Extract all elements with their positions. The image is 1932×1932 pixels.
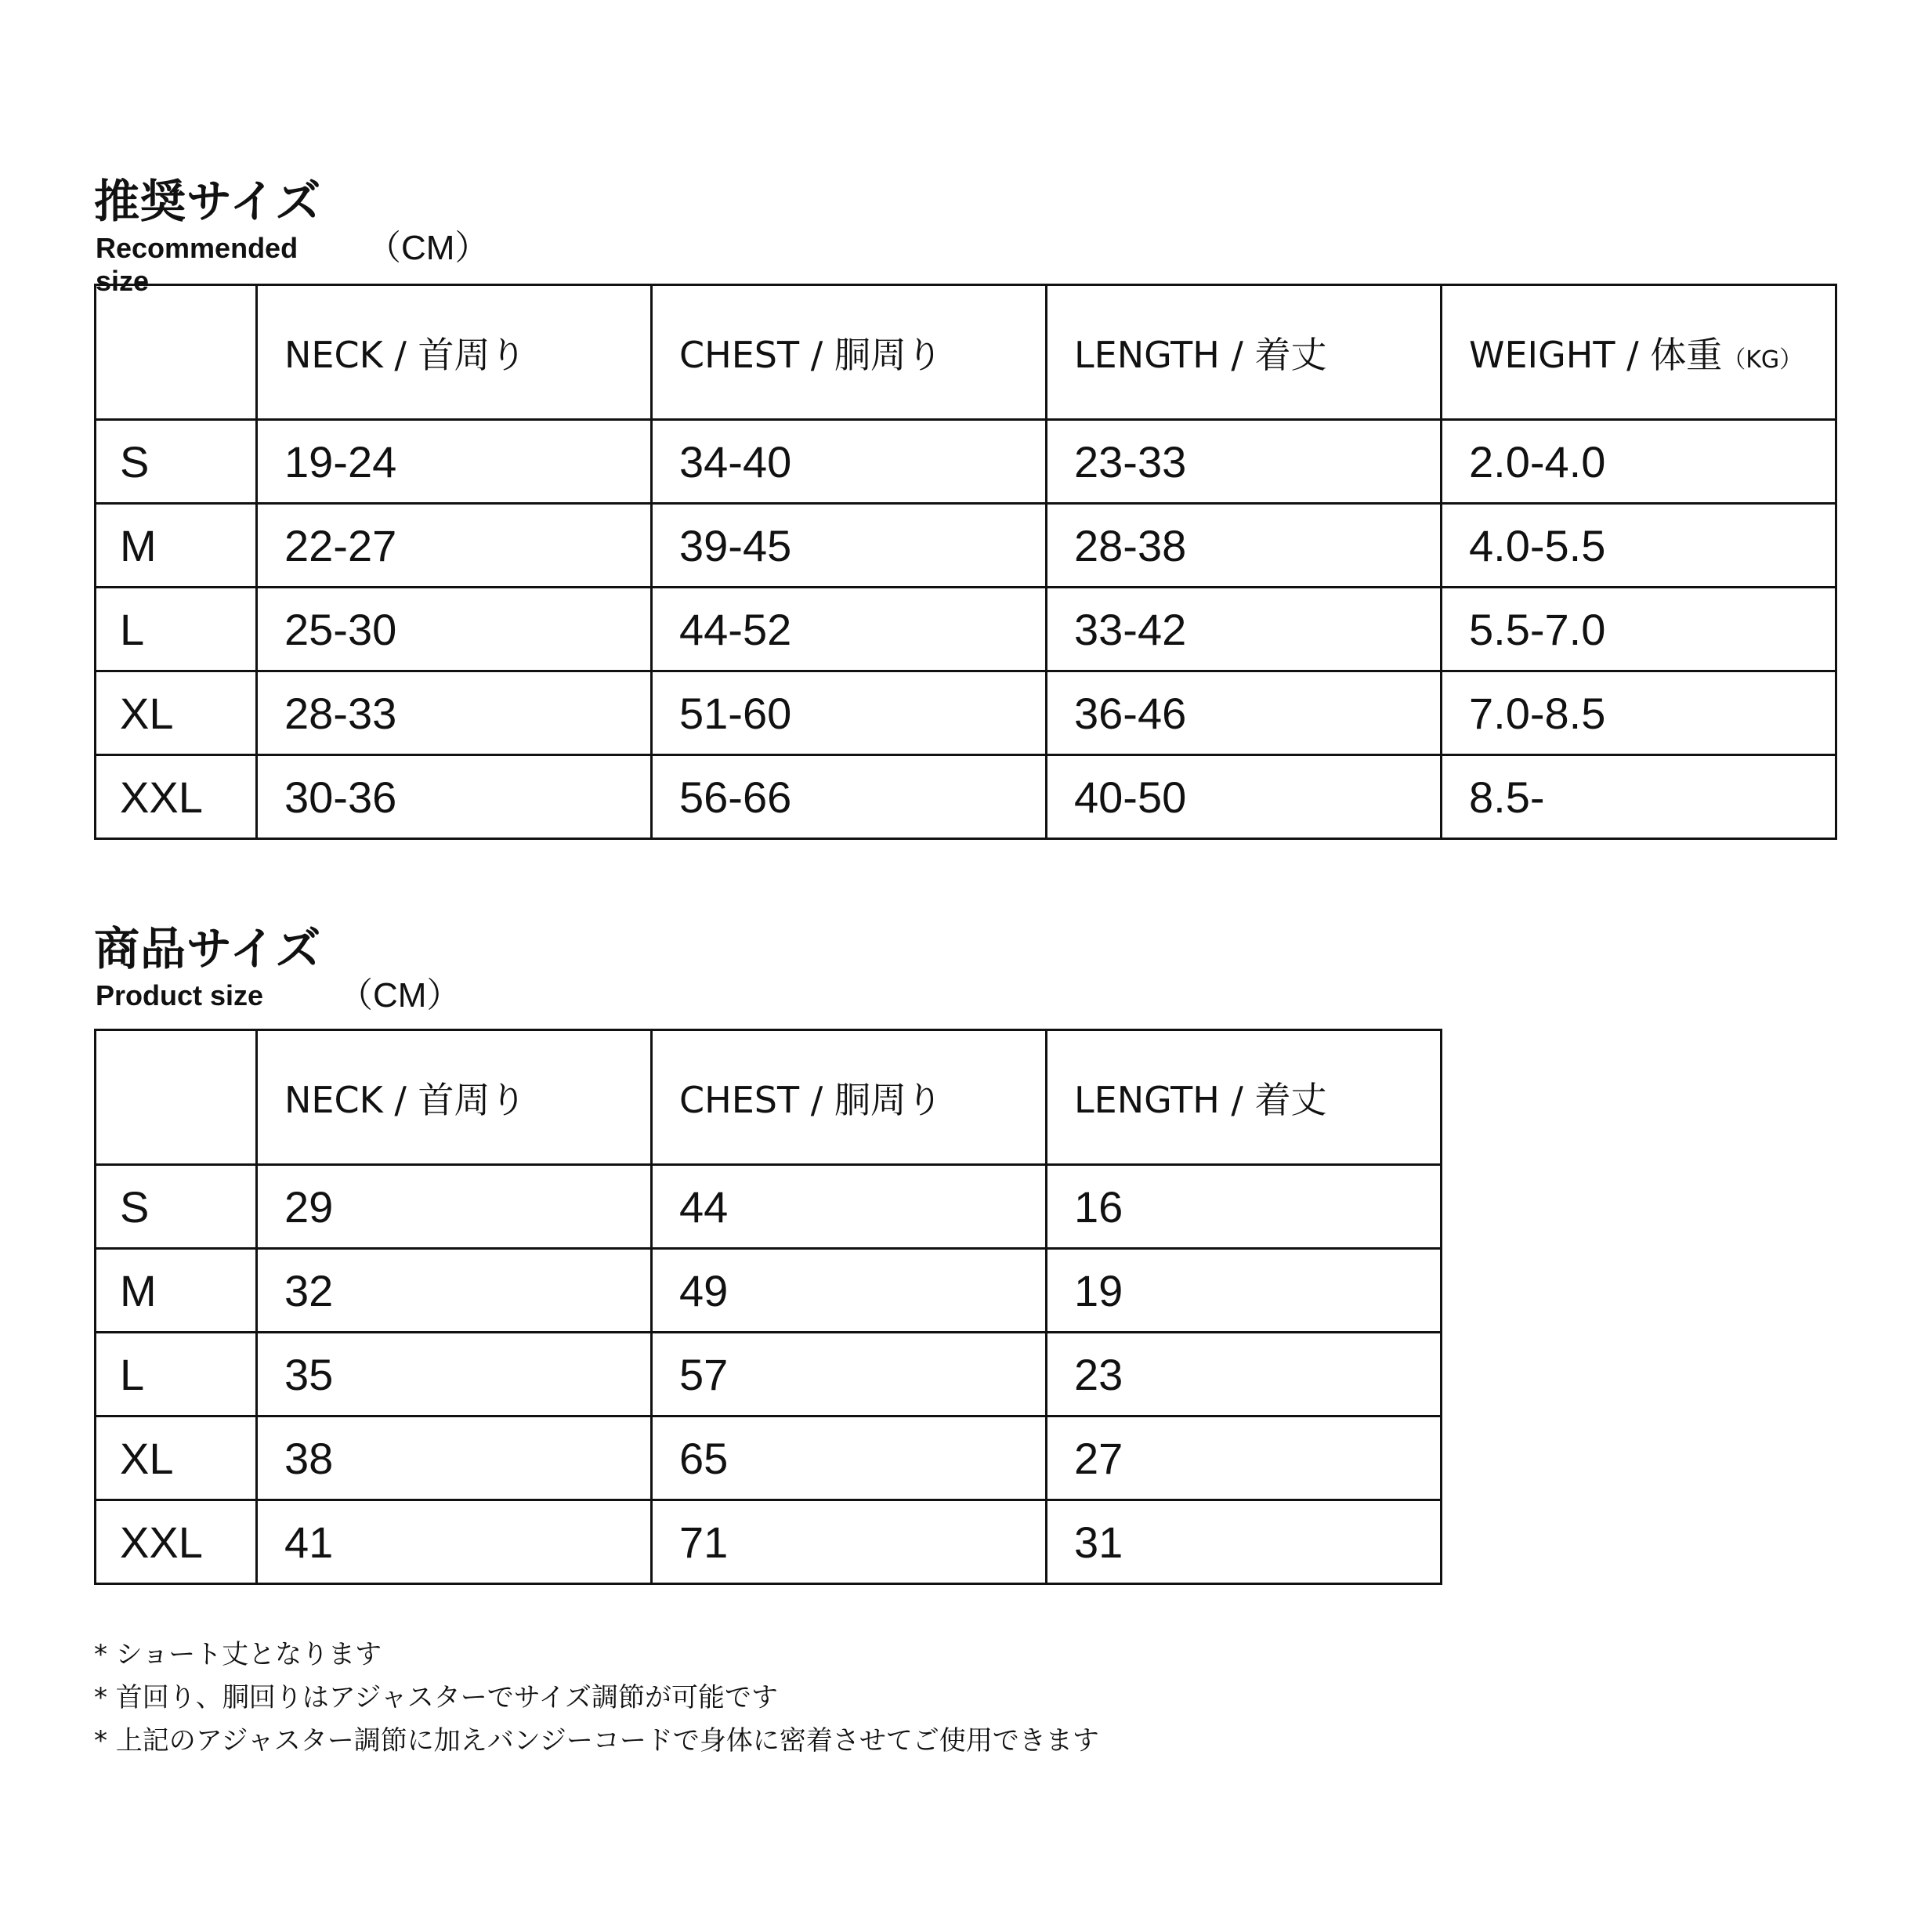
table-row (96, 1249, 1442, 1333)
weight-unit: （KG） (1722, 346, 1804, 374)
header-cell-chest: CHEST / 胴周り (652, 1030, 1047, 1165)
header-cell-neck: NECK / 首周り (257, 1030, 652, 1165)
product-subtitle: Product size (96, 979, 264, 1011)
size-cell: L (96, 588, 257, 671)
table-row (96, 588, 1836, 671)
value-cell: 23 (1047, 1333, 1442, 1416)
value-cell: 19-24 (257, 420, 652, 504)
size-cell: XXL (96, 1500, 257, 1584)
size-cell: M (96, 504, 257, 588)
product-title: 商品サイズ (94, 922, 322, 975)
header-cell-weight (1442, 285, 1836, 420)
table-header-row (96, 1030, 1442, 1165)
value-cell: 22-27 (257, 504, 652, 588)
value-cell: 40-50 (1047, 755, 1442, 839)
value-cell: 28-33 (257, 671, 652, 755)
header-cell-neck: NECK / 首周り (257, 285, 652, 420)
table-row (96, 755, 1836, 839)
value-cell: 49 (652, 1249, 1047, 1333)
size-cell: L (96, 1333, 257, 1416)
table-row (96, 1333, 1442, 1416)
header-cell-chest: CHEST / 胴周り (652, 285, 1047, 420)
table-row (96, 671, 1836, 755)
value-cell: 35 (257, 1333, 652, 1416)
weight-label: WEIGHT / 体重 (1469, 333, 1723, 376)
value-cell: 33-42 (1047, 588, 1442, 671)
value-cell: 38 (257, 1416, 652, 1500)
value-cell: 28-38 (1047, 504, 1442, 588)
value-cell: 44-52 (652, 588, 1047, 671)
value-cell: 27 (1047, 1416, 1442, 1500)
size-cell: S (96, 420, 257, 504)
value-cell: 19 (1047, 1249, 1442, 1333)
value-cell: 16 (1047, 1165, 1442, 1249)
header-cell (96, 285, 257, 420)
note-item: * ショート丈となります (94, 1639, 382, 1670)
value-cell: 41 (257, 1500, 652, 1584)
value-cell: 30-36 (257, 755, 652, 839)
header-cell-length: LENGTH / 着丈 (1047, 1030, 1442, 1165)
note-item: * 首回り、胴回りはアジャスターでサイズ調節が可能です (94, 1682, 779, 1713)
notes (94, 1634, 1099, 1763)
recommended-title: 推奨サイズ (94, 175, 322, 228)
table-row (96, 1416, 1442, 1500)
recommended-size-table (94, 284, 1837, 840)
value-cell: 71 (652, 1500, 1047, 1584)
value-cell: 51-60 (652, 671, 1047, 755)
value-cell: 7.0-8.5 (1442, 671, 1836, 755)
product-size-header (94, 922, 461, 1015)
size-cell: XL (96, 1416, 257, 1500)
table-row (96, 1500, 1442, 1584)
product-subtitle-row (94, 976, 461, 1015)
value-cell: 44 (652, 1165, 1047, 1249)
value-cell: 29 (257, 1165, 652, 1249)
value-cell: 32 (257, 1249, 652, 1333)
table-header-row (96, 285, 1836, 420)
value-cell: 2.0-4.0 (1442, 420, 1836, 504)
size-cell: S (96, 1165, 257, 1249)
header-cell (96, 1030, 257, 1165)
value-cell: 57 (652, 1333, 1047, 1416)
product-unit: （CM） (338, 976, 461, 1015)
recommended-size-header (94, 175, 490, 297)
recommended-unit: （CM） (367, 229, 490, 267)
value-cell: 4.0-5.5 (1442, 504, 1836, 588)
value-cell: 5.5-7.0 (1442, 588, 1836, 671)
value-cell: 31 (1047, 1500, 1442, 1584)
size-cell: XL (96, 671, 257, 755)
product-size-table (94, 1029, 1442, 1585)
value-cell: 23-33 (1047, 420, 1442, 504)
value-cell: 25-30 (257, 588, 652, 671)
table-row (96, 420, 1836, 504)
table-row (96, 1165, 1442, 1249)
recommended-subtitle-row (94, 229, 490, 297)
value-cell: 65 (652, 1416, 1047, 1500)
value-cell: 39-45 (652, 504, 1047, 588)
value-cell: 36-46 (1047, 671, 1442, 755)
size-cell: M (96, 1249, 257, 1333)
size-cell: XXL (96, 755, 257, 839)
value-cell: 56-66 (652, 755, 1047, 839)
note-item: * 上記のアジャスター調節に加えバンジーコードで身体に密着させてご使用できます (94, 1725, 1099, 1757)
value-cell: 34-40 (652, 420, 1047, 504)
recommended-subtitle: Recommended size (96, 232, 298, 297)
header-cell-length: LENGTH / 着丈 (1047, 285, 1442, 420)
table-row (96, 504, 1836, 588)
value-cell: 8.5- (1442, 755, 1836, 839)
